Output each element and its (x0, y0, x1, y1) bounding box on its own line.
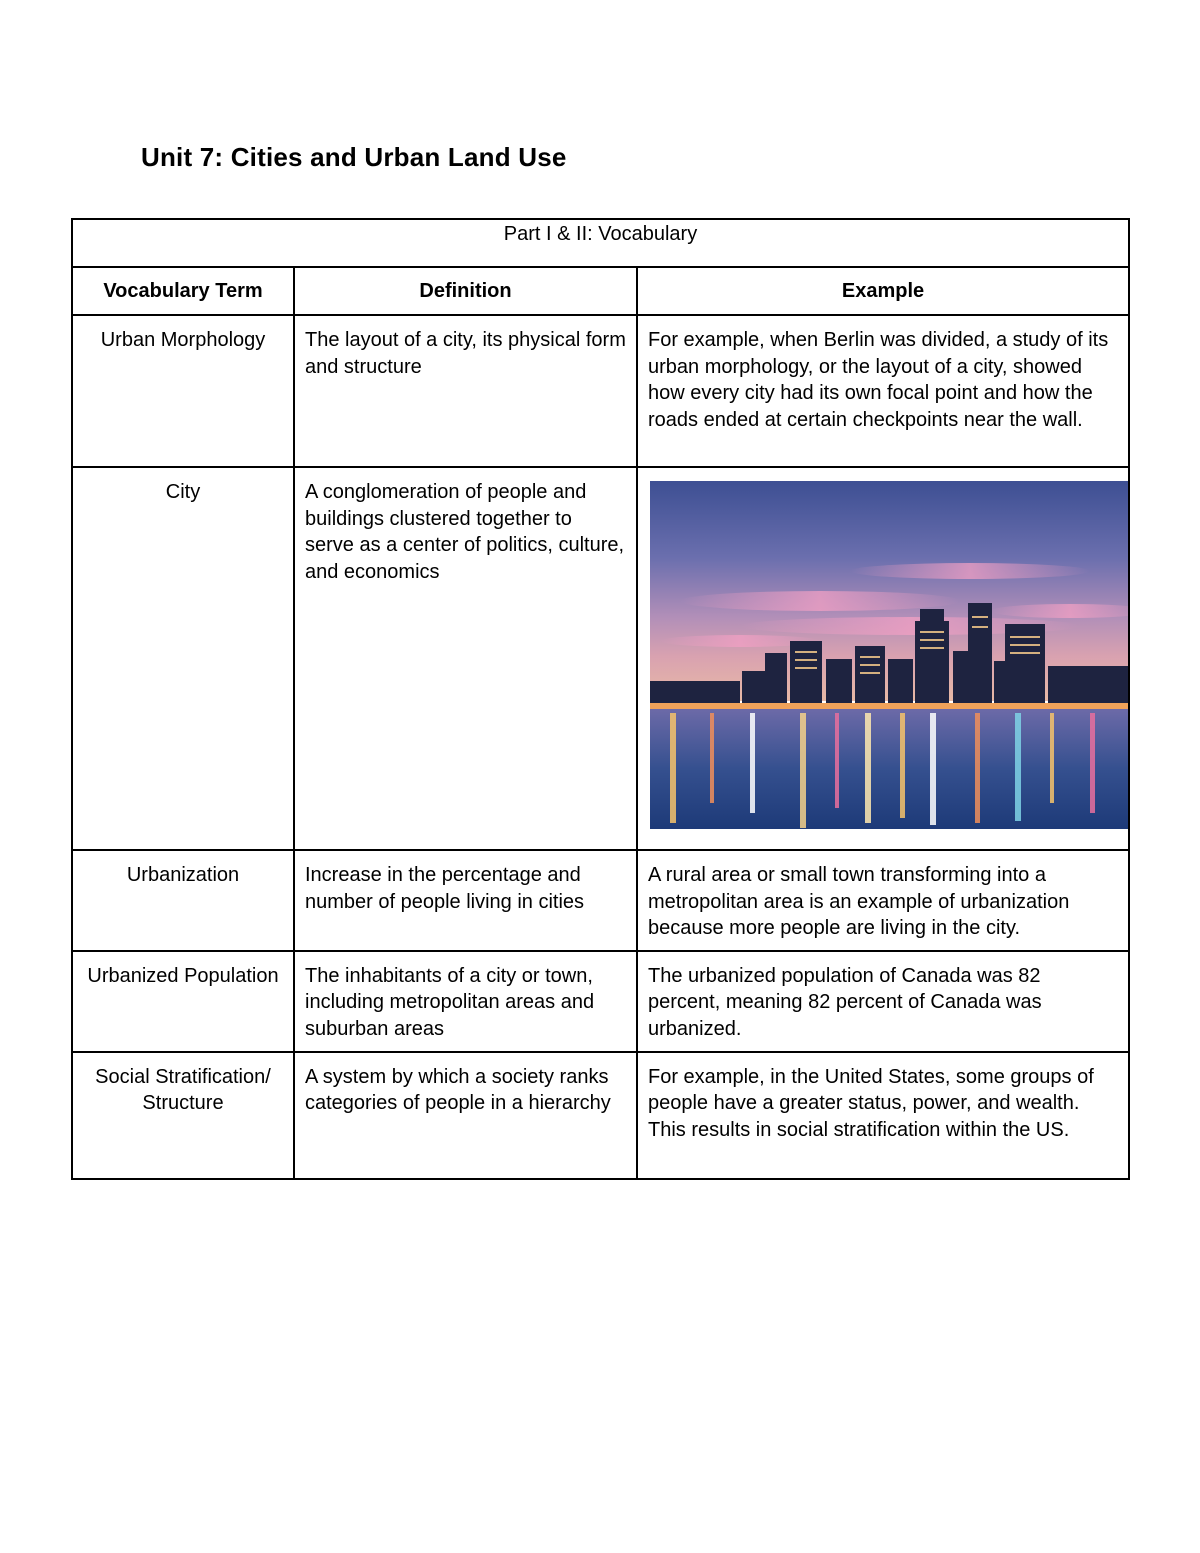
table-row (72, 315, 1129, 467)
term-cell: Urbanized Population (72, 951, 294, 1052)
header-example: Example (637, 267, 1129, 315)
table-row (72, 1052, 1129, 1179)
city-skyline-image (650, 481, 1128, 829)
header-definition: Definition (294, 267, 637, 315)
definition-cell: Increase in the percentage and number of people living in cities (294, 850, 637, 951)
vocabulary-table (71, 218, 1130, 1180)
definition-cell: The inhabitants of a city or town, including metropolitan areas and suburban areas (294, 951, 637, 1052)
table-row (72, 467, 1129, 850)
example-cell: For example, in the United States, some groups of people have a greater status, power, and wealth. This results in social stratification within the US. (637, 1052, 1129, 1179)
table-header-row (72, 267, 1129, 315)
example-image-cell (637, 467, 1129, 850)
definition-cell: A conglomeration of people and buildings clustered together to serve as a center of politics, culture, and economics (294, 467, 637, 850)
term-cell: Social Stratification/ Structure (72, 1052, 294, 1179)
table-row (72, 850, 1129, 951)
page-title: Unit 7: Cities and Urban Land Use (141, 142, 567, 172)
term-cell: City (72, 467, 294, 850)
example-cell: A rural area or small town transforming into a metropolitan area is an example of urbanization because more people are living in the city. (637, 850, 1129, 951)
example-cell: For example, when Berlin was divided, a study of its urban morphology, or the layout of a city, showed how every city had its own focal point and how the roads ended at certain checkpoints near the wall. (637, 315, 1129, 467)
term-cell: Urban Morphology (72, 315, 294, 467)
definition-cell: The layout of a city, its physical form and structure (294, 315, 637, 467)
term-cell: Urbanization (72, 850, 294, 951)
example-cell: The urbanized population of Canada was 82 percent, meaning 82 percent of Canada was urbanized. (637, 951, 1129, 1052)
table-row (72, 951, 1129, 1052)
header-term: Vocabulary Term (72, 267, 294, 315)
definition-cell: A system by which a society ranks categories of people in a hierarchy (294, 1052, 637, 1179)
table-caption: Part I & II: Vocabulary (72, 219, 1129, 267)
